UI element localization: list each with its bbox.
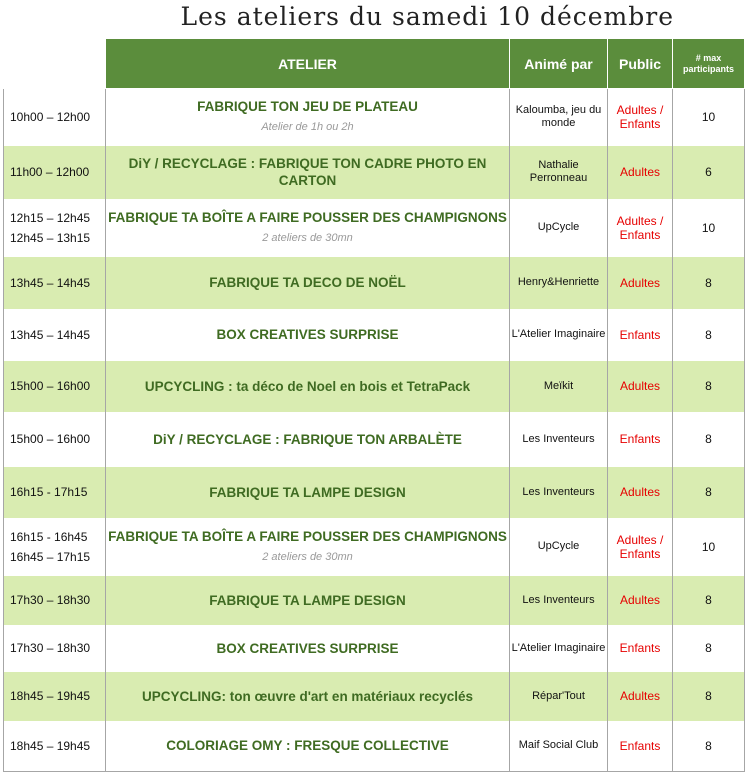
- time-cell: [4, 672, 106, 721]
- animator-cell: Nathalie Perronneau: [510, 146, 608, 199]
- animator-cell: L'Atelier Imaginaire: [510, 309, 608, 361]
- max-participants-cell: 8: [673, 576, 745, 625]
- max-participants-cell: 6: [673, 146, 745, 199]
- time-cell: [4, 89, 106, 146]
- time-slot: 18h45 – 19h45: [10, 689, 91, 703]
- header-time-blank: [4, 39, 106, 89]
- max-participants-cell: 8: [673, 672, 745, 721]
- max-participants-cell: 8: [673, 721, 745, 772]
- animator-cell: Répar'Tout: [510, 672, 608, 721]
- time-cell: [4, 576, 106, 625]
- atelier-cell: [106, 89, 510, 146]
- max-participants-cell: 8: [673, 257, 745, 309]
- atelier-cell: [106, 257, 510, 309]
- atelier-title: FABRIQUE TA LAMPE DESIGN: [209, 592, 406, 608]
- atelier-title: BOX CREATIVES SURPRISE: [216, 640, 399, 656]
- atelier-note: 2 ateliers de 30mn: [262, 550, 353, 563]
- atelier-cell: [106, 518, 510, 576]
- public-cell: Enfants: [608, 625, 673, 672]
- time-slot: 17h30 – 18h30: [10, 641, 91, 655]
- public-cell: Adultes: [608, 672, 673, 721]
- page-title: Les ateliers du samedi 10 décembre: [180, 2, 674, 31]
- time-cell: [4, 199, 106, 257]
- public-cell: Adultes: [608, 361, 673, 412]
- header-anime-par: Animé par: [510, 39, 608, 89]
- atelier-note: Atelier de 1h ou 2h: [261, 121, 354, 134]
- table-row: [4, 518, 745, 576]
- time-cell: [4, 361, 106, 412]
- max-participants-cell: 8: [673, 467, 745, 518]
- time-cell: [4, 625, 106, 672]
- time-cell: [4, 257, 106, 309]
- table-row: [4, 467, 745, 518]
- time-cell: [4, 412, 106, 467]
- animator-cell: Kaloumba, jeu du monde: [510, 89, 608, 146]
- time-slot: 12h15 – 12h45: [10, 210, 91, 225]
- time-cell: [4, 309, 106, 361]
- atelier-title: UPCYCLING: ton œuvre d'art en matériaux recyclés: [141, 688, 474, 704]
- max-participants-cell: 10: [673, 89, 745, 146]
- atelier-title: BOX CREATIVES SURPRISE: [216, 327, 399, 342]
- time-slot: 16h15 - 16h45: [10, 529, 88, 544]
- atelier-title: FABRIQUE TON JEU DE PLATEAU: [197, 99, 418, 115]
- time-slot: 15h00 – 16h00: [10, 432, 91, 446]
- animator-cell: L'Atelier Imaginaire: [510, 625, 608, 672]
- table-row: [4, 361, 745, 412]
- atelier-cell: [106, 309, 510, 361]
- public-cell: Adultes: [608, 576, 673, 625]
- animator-cell: Maif Social Club: [510, 721, 608, 772]
- time-slot: 11h00 – 12h00: [10, 165, 90, 179]
- atelier-title: COLORIAGE OMY : FRESQUE COLLECTIVE: [166, 738, 449, 754]
- max-participants-cell: 8: [673, 412, 745, 467]
- max-participants-cell: 10: [673, 518, 745, 576]
- atelier-cell: [106, 467, 510, 518]
- atelier-title: FABRIQUE TA DECO DE NOËL: [209, 275, 406, 290]
- time-cell: [4, 467, 106, 518]
- table-row: [4, 257, 745, 309]
- time-slot: 10h00 – 12h00: [10, 110, 91, 124]
- header-atelier: ATELIER: [106, 39, 510, 89]
- atelier-title: DiY / RECYCLAGE : FABRIQUE TON ARBALÈTE: [153, 431, 462, 447]
- table-row: [4, 199, 745, 257]
- time-slot: 13h45 – 14h45: [10, 275, 91, 290]
- max-participants-cell: 8: [673, 361, 745, 412]
- atelier-cell: [106, 146, 510, 199]
- atelier-title: FABRIQUE TA BOÎTE A FAIRE POUSSER DES CHAMPIGNONS: [108, 209, 507, 225]
- table-row: [4, 672, 745, 721]
- max-participants-cell: 8: [673, 625, 745, 672]
- table-row: [4, 576, 745, 625]
- animator-cell: UpCycle: [510, 199, 608, 257]
- atelier-title: FABRIQUE TA BOÎTE A FAIRE POUSSER DES CHAMPIGNONS: [108, 528, 507, 544]
- time-slot: 18h45 – 19h45: [10, 738, 91, 753]
- public-cell: Adultes: [608, 257, 673, 309]
- header-public: Public: [608, 39, 673, 89]
- header-row: [4, 39, 745, 89]
- time-slot: 16h45 – 17h15: [10, 549, 91, 564]
- table-row: [4, 146, 745, 199]
- table-row: [4, 721, 745, 772]
- animator-cell: Les Inventeurs: [510, 467, 608, 518]
- atelier-cell: [106, 625, 510, 672]
- atelier-cell: [106, 412, 510, 467]
- atelier-cell: [106, 721, 510, 772]
- schedule-table: [3, 38, 745, 772]
- public-cell: Enfants: [608, 412, 673, 467]
- atelier-note: 2 ateliers de 30mn: [262, 231, 353, 244]
- max-participants-cell: 10: [673, 199, 745, 257]
- atelier-cell: [106, 361, 510, 412]
- table-row: [4, 309, 745, 361]
- table-row: [4, 412, 745, 467]
- atelier-cell: [106, 199, 510, 257]
- time-slot: 16h15 - 17h15: [10, 485, 88, 499]
- animator-cell: Les Inventeurs: [510, 412, 608, 467]
- atelier-cell: [106, 576, 510, 625]
- table-row: [4, 89, 745, 146]
- public-cell: Adultes / Enfants: [608, 199, 673, 257]
- max-participants-cell: 8: [673, 309, 745, 361]
- time-slot: 12h45 – 13h15: [10, 230, 91, 245]
- animator-cell: Les Inventeurs: [510, 576, 608, 625]
- time-cell: [4, 518, 106, 576]
- time-slot: 13h45 – 14h45: [10, 327, 91, 342]
- public-cell: Enfants: [608, 309, 673, 361]
- time-cell: [4, 146, 106, 199]
- animator-cell: Henry&Henriette: [510, 257, 608, 309]
- atelier-title: FABRIQUE TA LAMPE DESIGN: [209, 484, 406, 500]
- time-slot: 17h30 – 18h30: [10, 593, 91, 607]
- atelier-cell: [106, 672, 510, 721]
- animator-cell: UpCycle: [510, 518, 608, 576]
- header-max-participants: # max participants: [673, 39, 745, 89]
- atelier-title: UPCYCLING : ta déco de Noel en bois et TetraPack: [144, 378, 471, 394]
- time-slot: 15h00 – 16h00: [10, 379, 91, 393]
- time-cell: [4, 721, 106, 772]
- public-cell: Enfants: [608, 721, 673, 772]
- animator-cell: Meïkit: [510, 361, 608, 412]
- atelier-title: DiY / RECYCLAGE : FABRIQUE TON CADRE PHOTO EN CARTON: [128, 156, 487, 188]
- public-cell: Adultes / Enfants: [608, 89, 673, 146]
- public-cell: Adultes / Enfants: [608, 518, 673, 576]
- public-cell: Adultes: [608, 467, 673, 518]
- table-row: [4, 625, 745, 672]
- public-cell: Adultes: [608, 146, 673, 199]
